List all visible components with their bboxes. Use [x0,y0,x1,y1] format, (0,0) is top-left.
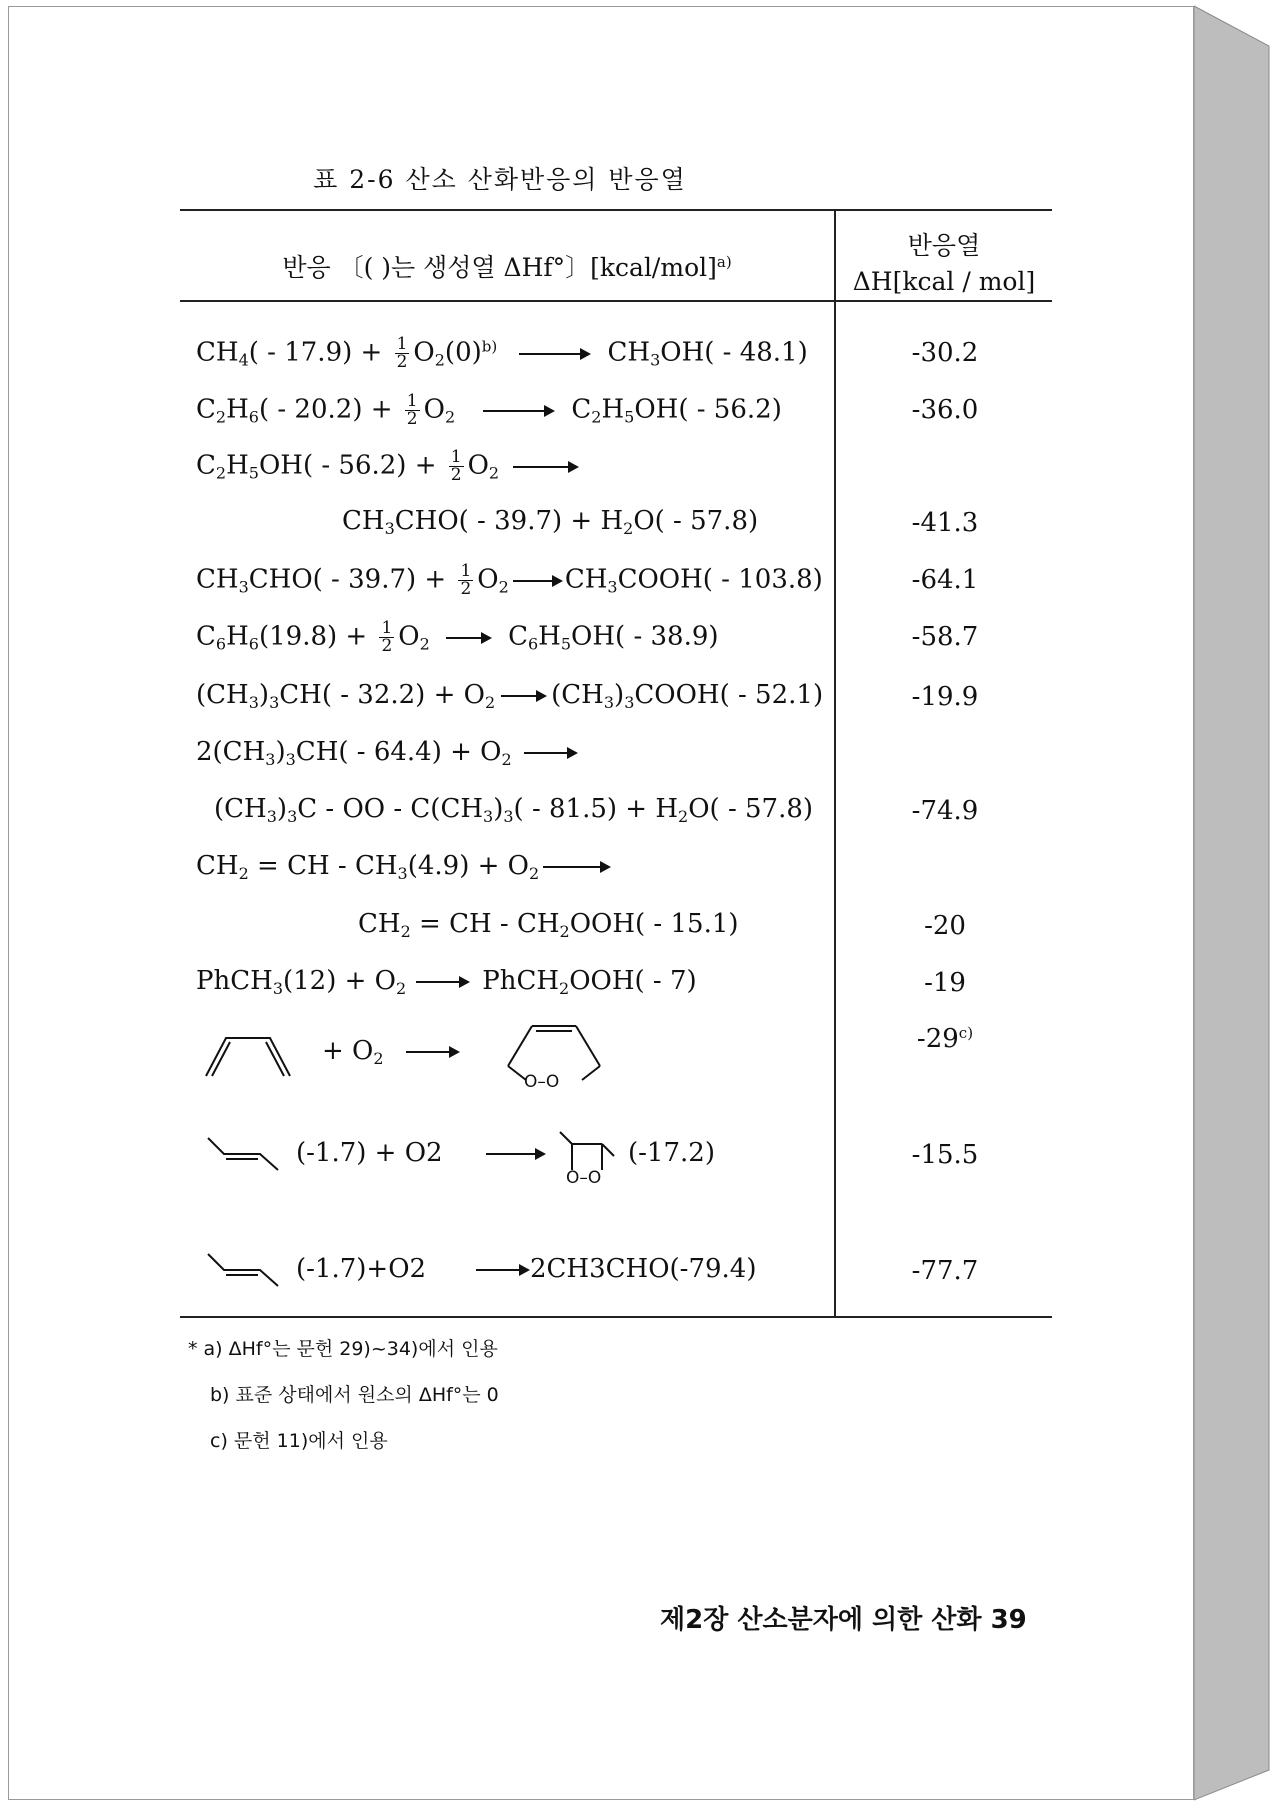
reaction-row-2: $C_2H_6( - 20.2)$ + $\frac{1}{2}$ $O_2$ $C_2H_5OH( - 56.2)$ [196,391,782,429]
heat-value-7: -74.9 [911,796,979,826]
reaction-row-12-arrow [476,1269,528,1271]
reaction-row-11-left: (-1.7) + O2 [296,1138,443,1168]
heat-column-header [836,228,1052,300]
heat-value-10-text: -29 [916,1024,959,1054]
reaction-row-12-right: 2CH3CHO(-79.4) [530,1254,757,1284]
reaction-row-6: $(CH_3)_3CH( - 32.2) + O_2$ $(CH_3)_3COOH( - 52.1)$ [196,680,824,712]
heat-value-5: -58.7 [911,622,979,652]
reaction-row-3a: $C_2H_5OH( - 56.2)$ + $\frac{1}{2}$ $O_2$ [196,449,587,484]
heat-value-10-sup: c) [958,1024,974,1042]
reaction-row-3b: $CH_3CHO( - 39.7) + H_2O( - 57.8)$ [342,506,759,538]
reaction-row-5: $C_6H_6(19.8)$ + $\frac{1}{2}$ $O_2$ $C_6H_5OH( - 38.9)$ [196,618,719,656]
footnote-a: * a) ΔHf°는 문헌 29)~34)에서 인용 [188,1338,498,1360]
reaction-row-4: $CH_3CHO( - 39.7)$ + $\frac{1}{2}$ $O_2$ $CH_3COOH( - 103.8)$ [196,561,823,599]
butadiene-structure [200,1028,300,1088]
reaction-header-text: 반응 〔( )는 생성열 ΔHf°〕[kcal/mol] [282,253,717,282]
footnote-c: c) 문헌 11)에서 인용 [210,1430,388,1452]
table-column-divider [834,209,836,1316]
reaction-column-header [180,248,834,284]
reaction-header-sup: a) [716,253,732,271]
reaction-row-9: PhCH$_3$(12) + $O_2$ PhCH$_2$OOH( - 7) [196,966,697,998]
dioxetane-oxygen-label: O–O [566,1168,602,1188]
reaction-row-7b: $(CH_3)_3C$ - OO - $C(CH_3)_3( - 81.5) + H_2O( - 57.8)$ [214,794,814,826]
reaction-row-12-left: (-1.7)+O2 [296,1254,427,1284]
table-title: 표 2-6 산소 산화반응의 반응열 [313,165,687,194]
heat-value-2: -36.0 [911,395,979,425]
footnote-b: b) 표준 상태에서 원소의 ΔHf°는 0 [210,1384,499,1406]
heat-value-12: -77.7 [911,1256,979,1286]
heat-value-8: -20 [924,911,966,941]
heat-value-4: -64.1 [911,565,979,595]
table-top-rule [180,209,1052,211]
heat-value-6: -19.9 [911,682,979,712]
table-bottom-rule [180,1316,1052,1318]
heat-header-line1: 반응열 [907,231,981,260]
book-edge [1194,0,1287,1806]
trans-butene-structure [204,1134,284,1174]
reaction-row-8b: $CH_2$ = CH - $CH_2OOH( - 15.1)$ [358,909,739,941]
heat-value-9: -19 [924,968,966,998]
heat-header-line2: ΔH[kcal / mol] [852,267,1036,296]
heat-value-10 [890,1024,1000,1054]
heat-value-11: -15.5 [911,1140,979,1170]
reaction-row-1: $CH_4( - 17.9)$ + $\frac{1}{2}$ $O_2(0)^{b)}$ $CH_3OH( - 48.1)$ [196,334,808,372]
heat-value-3: -41.3 [911,508,979,538]
dioxolene-oxygen-label: O–O [524,1072,560,1092]
butene-structure [204,1250,284,1290]
reaction-row-11-arrow [486,1153,544,1155]
reaction-row-8a: $CH_2$ = CH - $CH_3(4.9) + O_2$ [196,851,619,883]
reaction-row-11-right: (-17.2) [628,1138,715,1168]
reaction-row-7a: $2(CH_3)_3CH( - 64.4) + O_2$ [196,737,586,769]
page-footer: 제2장 산소분자에 의한 산화 39 [660,1605,1027,1635]
heat-value-1: -30.2 [911,338,979,368]
table-header-rule [180,300,1052,302]
reaction-row-10-plus: + $O_2$ [322,1036,468,1068]
